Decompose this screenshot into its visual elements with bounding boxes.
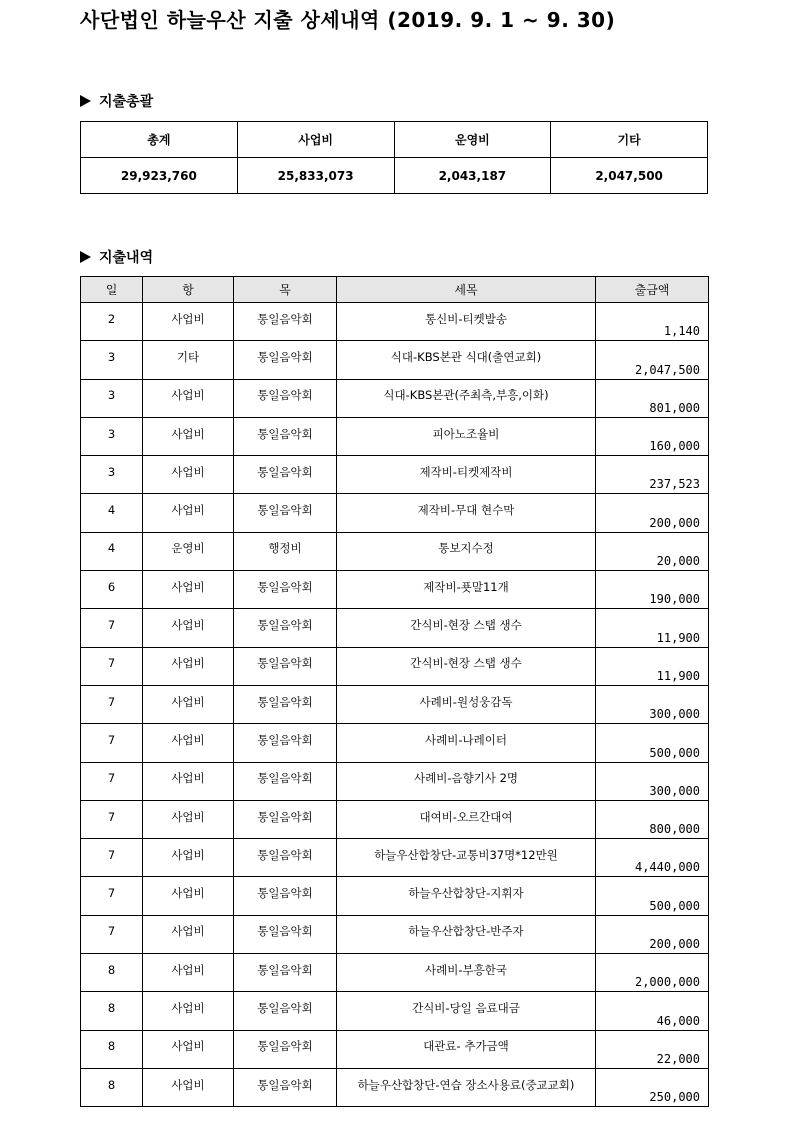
table-row <box>81 379 709 417</box>
row-amount: 46,000 <box>596 992 709 1030</box>
row-item: 사업비 <box>143 839 234 877</box>
summary-value-total: 29,923,760 <box>81 158 238 194</box>
row-desc: 식대-KBS본관(주최측,부흥,이화) <box>337 379 596 417</box>
row-sub: 통일음악회 <box>234 1030 337 1068</box>
table-row <box>81 571 709 609</box>
row-item: 사업비 <box>143 992 234 1030</box>
row-item: 사업비 <box>143 685 234 723</box>
row-sub: 통일음악회 <box>234 839 337 877</box>
row-sub: 통일음악회 <box>234 954 337 992</box>
row-sub: 통일음악회 <box>234 915 337 953</box>
table-row <box>81 1068 709 1106</box>
row-item: 사업비 <box>143 417 234 455</box>
table-row <box>81 685 709 723</box>
summary-table <box>80 121 708 194</box>
row-sub: 통일음악회 <box>234 724 337 762</box>
row-desc: 대여비-오르간대여 <box>337 800 596 838</box>
row-amount: 500,000 <box>596 877 709 915</box>
triangle-bullet-icon <box>80 95 91 107</box>
row-item: 사업비 <box>143 303 234 341</box>
table-row <box>81 915 709 953</box>
table-row <box>81 992 709 1030</box>
row-day: 7 <box>81 647 143 685</box>
row-amount: 801,000 <box>596 379 709 417</box>
table-row <box>81 417 709 455</box>
summary-header-other: 기타 <box>551 122 708 158</box>
row-item: 사업비 <box>143 724 234 762</box>
row-desc: 식대-KBS본관 식대(출연교회) <box>337 341 596 379</box>
row-day: 3 <box>81 456 143 494</box>
row-item: 사업비 <box>143 762 234 800</box>
row-desc: 사례비-원성웅감독 <box>337 685 596 723</box>
row-item: 사업비 <box>143 800 234 838</box>
row-desc: 사례비-부흥한국 <box>337 954 596 992</box>
summary-header-total: 총계 <box>81 122 238 158</box>
row-item: 사업비 <box>143 954 234 992</box>
row-desc: 하늘우산합창단-지휘자 <box>337 877 596 915</box>
document-title: 사단법인 하늘우산 지출 상세내역 (2019. 9. 1 ~ 9. 30) <box>80 8 616 32</box>
row-amount: 20,000 <box>596 532 709 570</box>
table-row <box>81 954 709 992</box>
row-sub: 통일음악회 <box>234 762 337 800</box>
table-row <box>81 456 709 494</box>
summary-heading <box>80 91 153 111</box>
row-desc: 제작비-티켓제작비 <box>337 456 596 494</box>
detail-header-desc: 세목 <box>337 277 596 303</box>
table-row <box>81 839 709 877</box>
row-sub: 통일음악회 <box>234 494 337 532</box>
detail-header-amount: 출금액 <box>596 277 709 303</box>
row-day: 7 <box>81 724 143 762</box>
row-sub: 통일음악회 <box>234 647 337 685</box>
row-item: 사업비 <box>143 379 234 417</box>
row-sub: 통일음악회 <box>234 303 337 341</box>
row-sub: 통일음악회 <box>234 609 337 647</box>
row-sub: 통일음악회 <box>234 379 337 417</box>
triangle-bullet-icon <box>80 251 91 263</box>
row-amount: 4,440,000 <box>596 839 709 877</box>
row-day: 4 <box>81 532 143 570</box>
row-item: 사업비 <box>143 647 234 685</box>
row-desc: 간식비-현장 스탭 생수 <box>337 609 596 647</box>
row-amount: 300,000 <box>596 685 709 723</box>
detail-heading-label: 지출내역 <box>99 250 154 266</box>
detail-table-body <box>81 303 709 1107</box>
row-sub: 통일음악회 <box>234 456 337 494</box>
row-sub: 통일음악회 <box>234 1068 337 1106</box>
row-sub: 통일음악회 <box>234 571 337 609</box>
row-item: 사업비 <box>143 877 234 915</box>
row-day: 7 <box>81 685 143 723</box>
row-amount: 22,000 <box>596 1030 709 1068</box>
row-amount: 1,140 <box>596 303 709 341</box>
row-day: 8 <box>81 992 143 1030</box>
summary-header-row <box>81 122 708 158</box>
table-row <box>81 800 709 838</box>
row-day: 3 <box>81 341 143 379</box>
row-amount: 2,000,000 <box>596 954 709 992</box>
row-desc: 사례비-음향기사 2명 <box>337 762 596 800</box>
row-amount: 11,900 <box>596 609 709 647</box>
row-day: 2 <box>81 303 143 341</box>
row-day: 7 <box>81 762 143 800</box>
row-item: 사업비 <box>143 915 234 953</box>
row-amount: 160,000 <box>596 417 709 455</box>
table-row <box>81 647 709 685</box>
summary-header-operating: 운영비 <box>394 122 551 158</box>
detail-header-item: 항 <box>143 277 234 303</box>
table-row <box>81 1030 709 1068</box>
summary-value-business: 25,833,073 <box>237 158 394 194</box>
row-desc: 간식비-당일 음료대금 <box>337 992 596 1030</box>
row-item: 사업비 <box>143 1030 234 1068</box>
row-desc: 피아노조율비 <box>337 417 596 455</box>
row-day: 3 <box>81 417 143 455</box>
row-day: 8 <box>81 1068 143 1106</box>
row-day: 7 <box>81 839 143 877</box>
row-item: 사업비 <box>143 456 234 494</box>
row-amount: 11,900 <box>596 647 709 685</box>
row-amount: 237,523 <box>596 456 709 494</box>
summary-header-business: 사업비 <box>237 122 394 158</box>
row-day: 6 <box>81 571 143 609</box>
row-sub: 통일음악회 <box>234 800 337 838</box>
detail-header-day: 일 <box>81 277 143 303</box>
summary-value-other: 2,047,500 <box>551 158 708 194</box>
table-row <box>81 724 709 762</box>
row-item: 사업비 <box>143 609 234 647</box>
summary-value-row <box>81 158 708 194</box>
row-day: 3 <box>81 379 143 417</box>
row-amount: 250,000 <box>596 1068 709 1106</box>
row-day: 8 <box>81 954 143 992</box>
row-day: 8 <box>81 1030 143 1068</box>
row-day: 7 <box>81 800 143 838</box>
table-row <box>81 532 709 570</box>
row-desc: 통신비-티켓발송 <box>337 303 596 341</box>
table-row <box>81 494 709 532</box>
row-desc: 하늘우산합창단-반주자 <box>337 915 596 953</box>
table-row <box>81 609 709 647</box>
row-day: 7 <box>81 877 143 915</box>
row-item: 운영비 <box>143 532 234 570</box>
table-row <box>81 303 709 341</box>
row-sub: 통일음악회 <box>234 992 337 1030</box>
row-desc: 대관료- 추가금액 <box>337 1030 596 1068</box>
detail-table <box>80 276 709 1107</box>
row-item: 사업비 <box>143 1068 234 1106</box>
row-desc: 제작비-무대 현수막 <box>337 494 596 532</box>
row-amount: 500,000 <box>596 724 709 762</box>
row-amount: 800,000 <box>596 800 709 838</box>
table-row <box>81 762 709 800</box>
table-row <box>81 877 709 915</box>
row-desc: 제작비-푯말11개 <box>337 571 596 609</box>
detail-heading <box>80 247 153 267</box>
row-desc: 하늘우산합창단-연습 장소사용료(중교교회) <box>337 1068 596 1106</box>
row-amount: 200,000 <box>596 915 709 953</box>
summary-heading-label: 지출총괄 <box>99 94 154 110</box>
row-sub: 행정비 <box>234 532 337 570</box>
detail-header-row <box>81 277 709 303</box>
row-sub: 통일음악회 <box>234 341 337 379</box>
row-day: 7 <box>81 609 143 647</box>
row-amount: 300,000 <box>596 762 709 800</box>
row-day: 7 <box>81 915 143 953</box>
detail-header-sub: 목 <box>234 277 337 303</box>
row-desc: 간식비-현장 스탭 생수 <box>337 647 596 685</box>
row-amount: 2,047,500 <box>596 341 709 379</box>
summary-value-operating: 2,043,187 <box>394 158 551 194</box>
row-sub: 통일음악회 <box>234 417 337 455</box>
table-row <box>81 341 709 379</box>
row-sub: 통일음악회 <box>234 685 337 723</box>
row-sub: 통일음악회 <box>234 877 337 915</box>
row-amount: 190,000 <box>596 571 709 609</box>
row-desc: 하늘우산합창단-교통비37명*12만원 <box>337 839 596 877</box>
row-desc: 사례비-나레이터 <box>337 724 596 762</box>
row-item: 기타 <box>143 341 234 379</box>
row-amount: 200,000 <box>596 494 709 532</box>
row-day: 4 <box>81 494 143 532</box>
row-desc: 통보지수정 <box>337 532 596 570</box>
row-item: 사업비 <box>143 494 234 532</box>
row-item: 사업비 <box>143 571 234 609</box>
